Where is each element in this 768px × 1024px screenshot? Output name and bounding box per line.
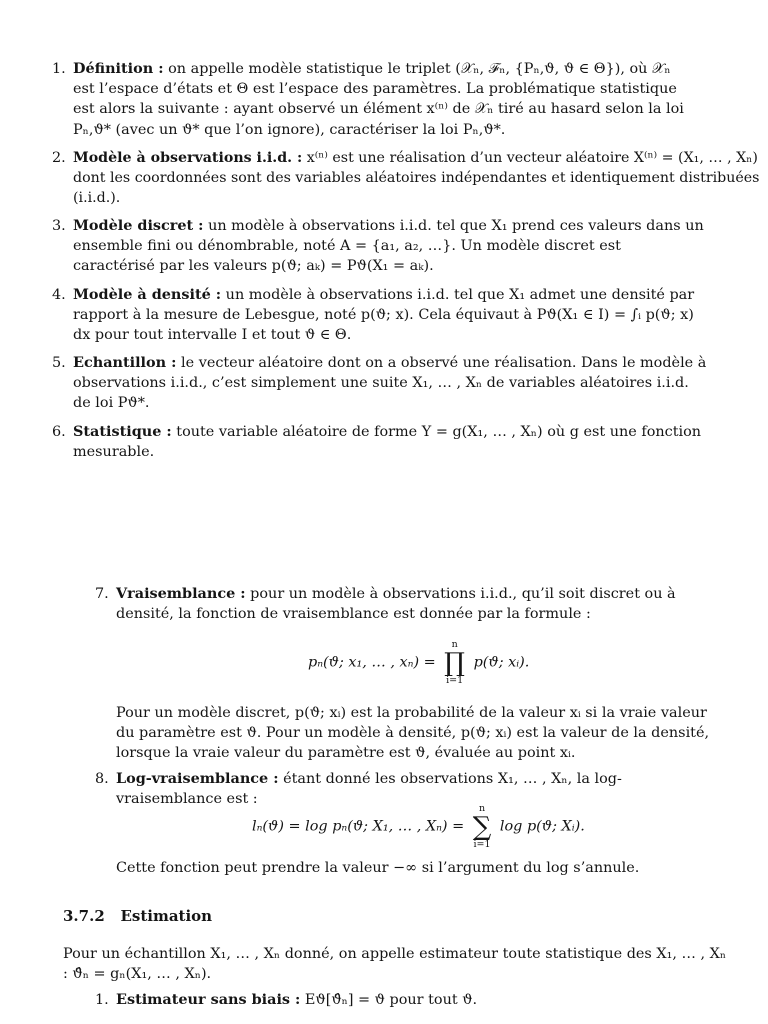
item-term: Modèle discret : (73, 217, 204, 234)
item-number: 3. (52, 218, 66, 234)
item-number: 2. (52, 150, 66, 166)
product-operator (444, 640, 465, 685)
formula-lhs: lₙ(ϑ) = log pₙ(ϑ; X₁, … , Xₙ) = (252, 818, 465, 835)
item-term: Modèle à densité : (73, 286, 222, 303)
item-text: le vecteur aléatoire dont on a observé une réalisation. Dans le modèle à observations i.i.d., c’est simplement une suite X₁, … , Xₙ de variables aléatoires i.i.d. de loi Pϑ*. (73, 355, 707, 412)
item-term: Log-vraisemblance : (116, 770, 279, 787)
item-text: un modèle à observations i.i.d. tel que X₁ admet une densité par rapport à la mesure de Lebesgue, noté p(ϑ; x). Cela équivaut à Pϑ(X₁ ∈ I) = ∫ᵢ p(ϑ; x) dx pour tout intervalle I et tout ϑ ∈ Θ. (73, 287, 695, 344)
log-likelihood-note (116, 858, 726, 878)
definition-item-5 (52, 353, 707, 414)
item-text: toute variable aléatoire de forme Y = g(X₁, … , Xₙ) où g est une fonction mesurable. (73, 424, 702, 461)
sum-operator (473, 804, 492, 849)
item-text: pour un modèle à observations i.i.d., qu’il soit discret ou à densité, la fonction de vraisemblance est donnée par la formule : (116, 586, 676, 623)
item-number: 5. (52, 355, 66, 371)
product-symbol: ∏ (444, 647, 465, 678)
item-number: 4. (52, 287, 66, 303)
item-number: 6. (52, 424, 66, 440)
item-term: Modèle à observations i.i.d. : (73, 150, 303, 166)
definition-item-1 (52, 59, 692, 140)
definition-item-3 (52, 216, 707, 277)
section-number: 3.7.2 (63, 907, 105, 925)
explanation-text: Pour un modèle discret, p(ϑ; xᵢ) est la probabilité de la valeur xᵢ si la vraie valeur du paramètre est ϑ. Pour un modèle à densité, p(ϑ; xᵢ) est la valeur de la densité, lorsque la vraie valeur du paramètre est ϑ, évaluée au point xᵢ. (116, 705, 710, 762)
section-heading (63, 906, 212, 926)
definition-item-6 (52, 422, 707, 462)
item-term: Définition : (73, 60, 164, 77)
item-text: on appelle modèle statistique le triplet (𝒳ₙ, ℱₙ, {Pₙ,ϑ, ϑ ∈ Θ}), où 𝒳ₙ est l’espace d’états et Θ est l’espace des paramètres. La problématique statistique est alors la suivante : ayant observé un élément x⁽ⁿ⁾ de 𝒳ₙ tiré au hasard selon la loi Pₙ,ϑ* (avec un ϑ* que l’on ignore), caractériser la loi Pₙ,ϑ*. (73, 61, 684, 138)
definition-item-4 (52, 285, 707, 346)
section-intro (63, 944, 733, 984)
item-number: 1. (52, 61, 66, 77)
note-text: Cette fonction peut prendre la valeur −∞ si l’argument du log s’annule. (116, 860, 640, 876)
item-text: x⁽ⁿ⁾ est une réalisation d’un vecteur aléatoire X⁽ⁿ⁾ = (X₁, … , Xₙ) dont les coordonnées sont des variables aléatoires indépendantes et identiquement distribuées (i.i.d.). (73, 150, 760, 207)
item-term: Vraisemblance : (116, 585, 246, 602)
product-upper-limit: n (451, 639, 458, 650)
sum-lower-limit: i=1 (473, 838, 491, 850)
item-number: 8. (95, 771, 109, 787)
estimator-item-1 (95, 990, 725, 1010)
formula-rhs: p(ϑ; xᵢ). (473, 654, 530, 671)
item-term: Estimateur sans biais : (116, 991, 301, 1008)
item-term: Statistique : (73, 423, 172, 440)
section-title: Estimation (120, 907, 213, 925)
item-number: 1. (95, 992, 109, 1008)
sum-upper-limit: n (478, 803, 486, 814)
log-likelihood-formula (252, 804, 585, 849)
intro-text: Pour un échantillon X₁, … , Xₙ donné, on appelle estimateur toute statistique des X₁, … , Xₙ : ϑ̂ₙ = gₙ(X₁, … , Xₙ). (63, 946, 727, 983)
likelihood-formula (308, 640, 529, 685)
definition-item-2 (52, 148, 766, 209)
formula-rhs: log p(ϑ; Xᵢ). (499, 818, 585, 835)
item-number: 7. (95, 586, 109, 602)
item-text: Eϑ[ϑ̂ₙ] = ϑ pour tout ϑ. (304, 992, 478, 1008)
sum-symbol: ∑ (472, 811, 492, 842)
likelihood-explanation (116, 703, 726, 764)
definition-item-7 (95, 584, 725, 624)
formula-lhs: pₙ(ϑ; x₁, … , xₙ) = (308, 654, 436, 671)
item-term: Echantillon : (73, 354, 177, 371)
item-text: étant donné les observations X₁, … , Xₙ, la log-vraisemblance est : (116, 771, 622, 808)
product-lower-limit: i=1 (446, 674, 464, 686)
item-text: un modèle à observations i.i.d. tel que X₁ prend ces valeurs dans un ensemble fini ou dénombrable, noté A = {a₁, a₂, …}. Un modèle discret est caractérisé par les valeurs p(ϑ; aₖ) = Pϑ(X₁ = aₖ). (73, 218, 704, 275)
